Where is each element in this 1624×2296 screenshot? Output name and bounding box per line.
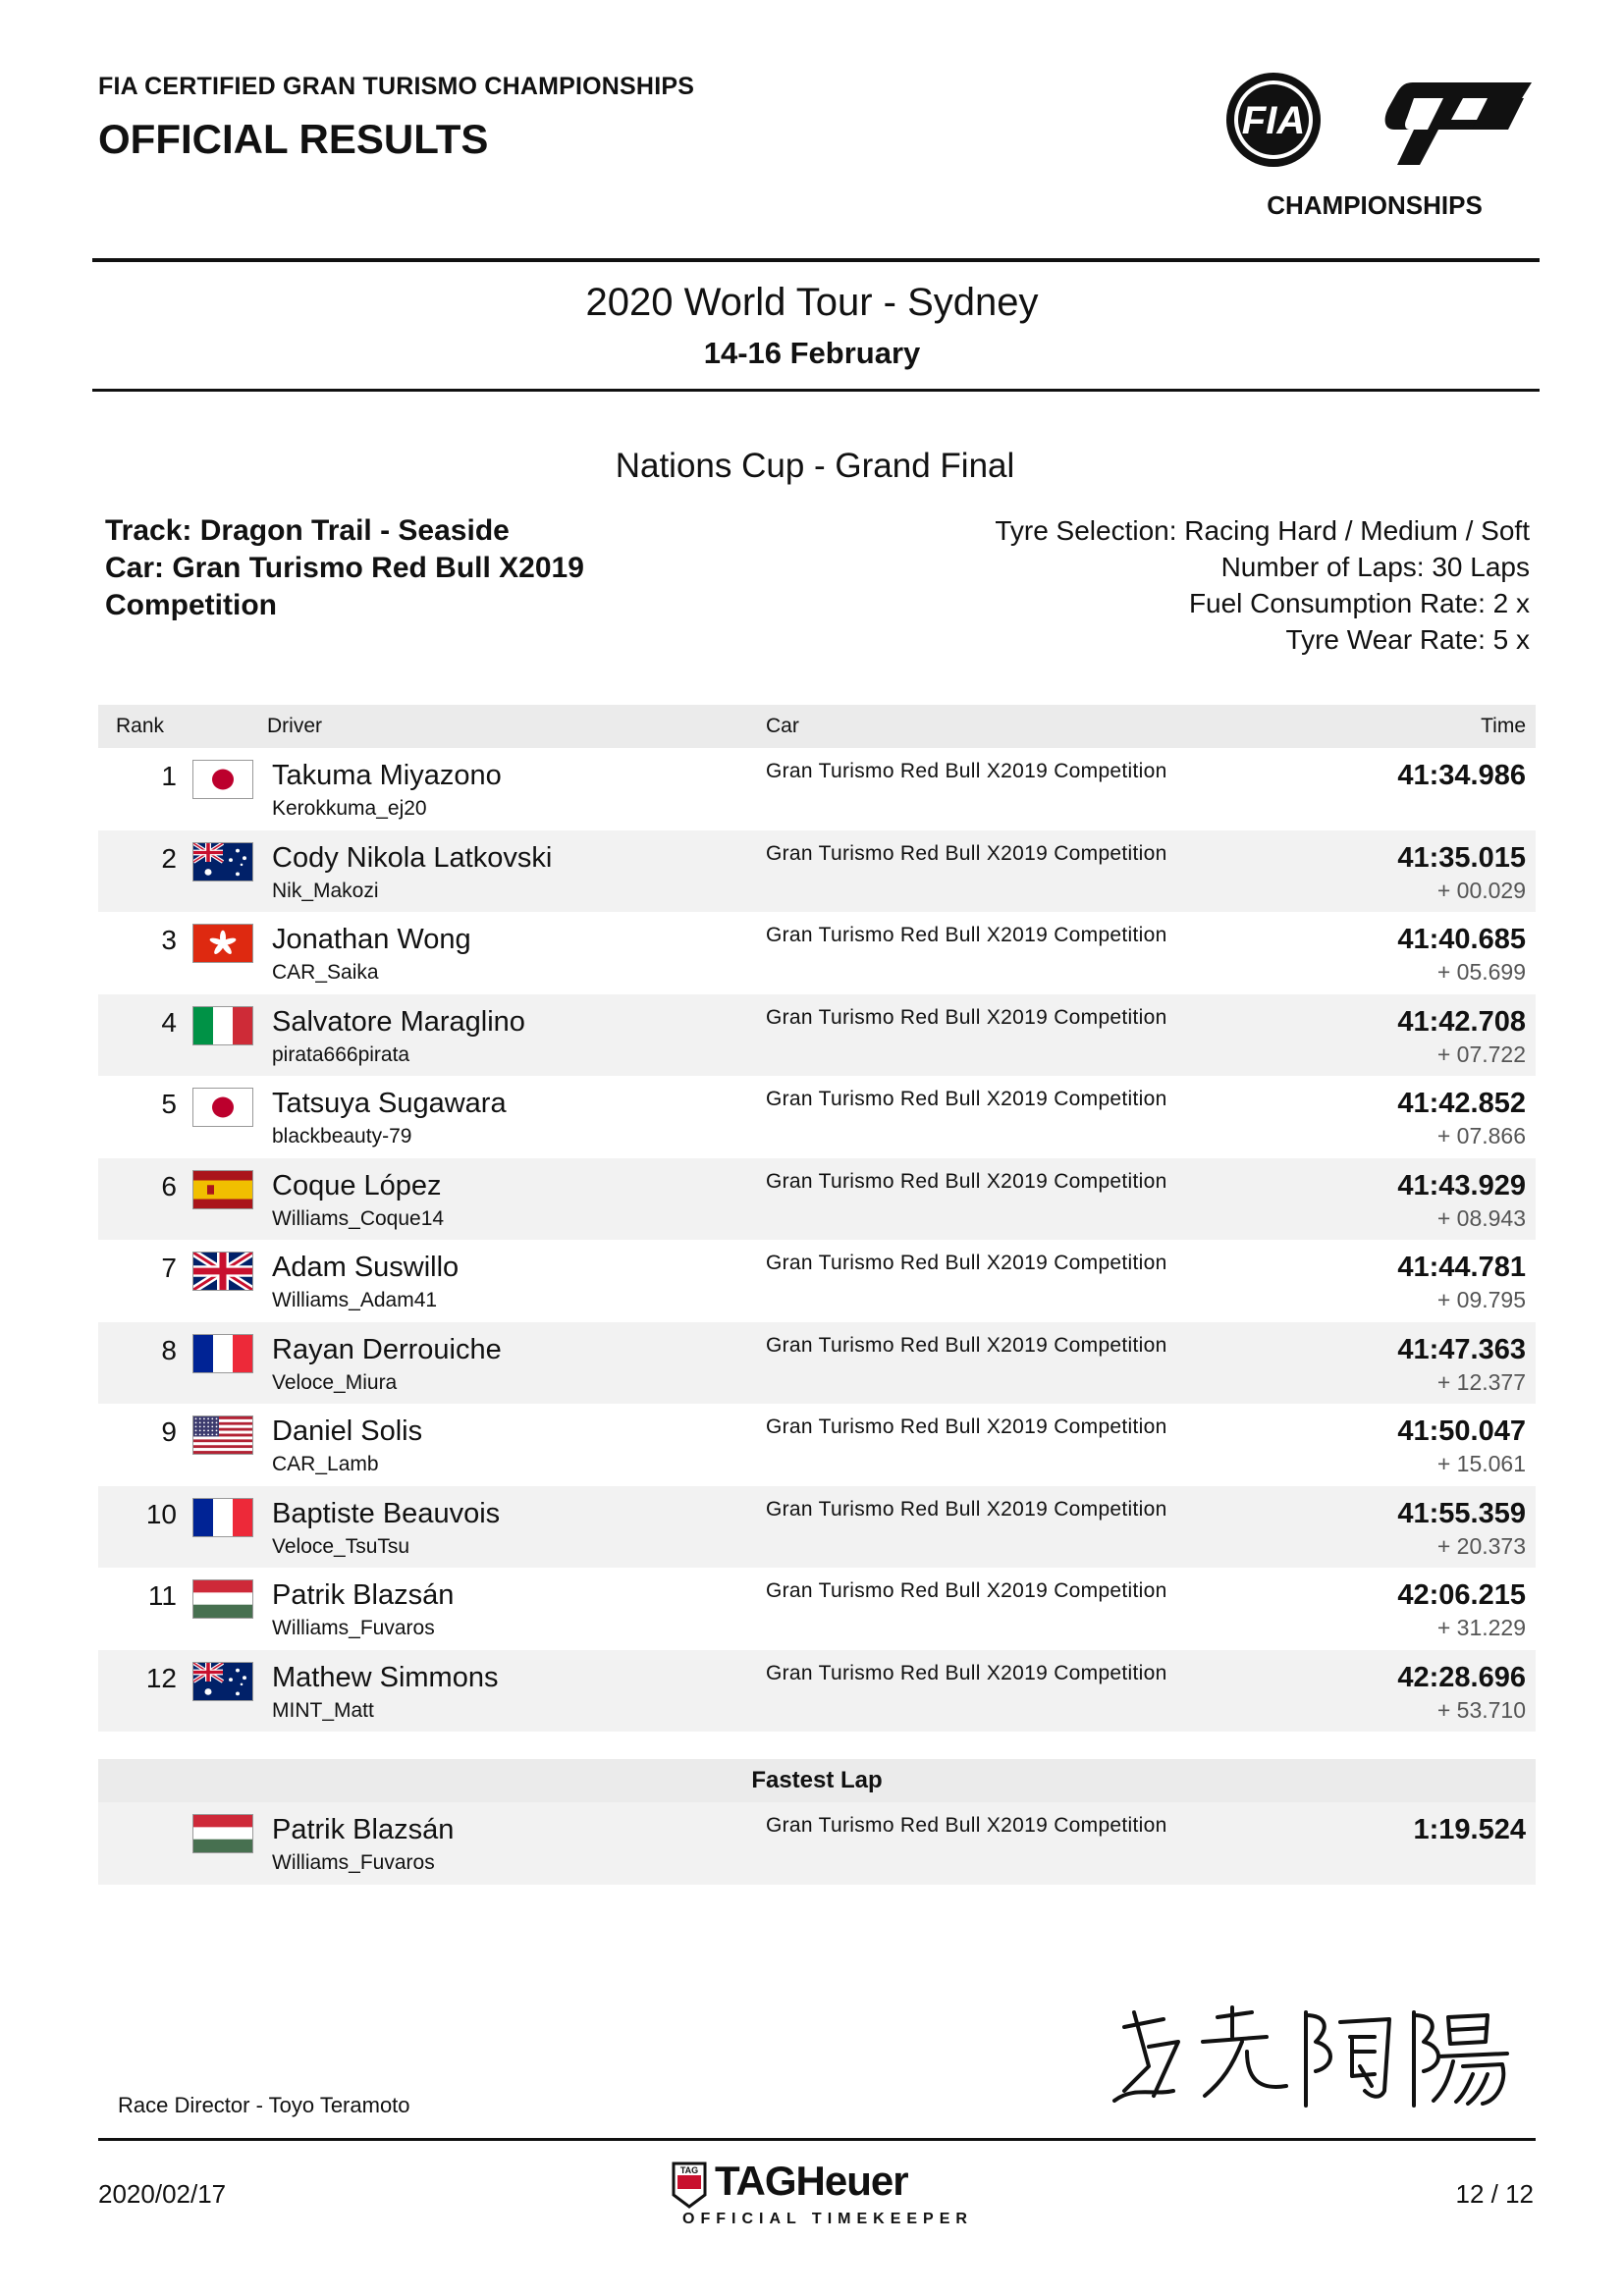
car-cell: Gran Turismo Red Bull X2019 Competition	[766, 1333, 1167, 1357]
report-date: 2020/02/17	[98, 2179, 227, 2209]
car-cell: Gran Turismo Red Bull X2019 Competition	[766, 1005, 1167, 1029]
rank-cell: 10	[145, 1498, 177, 1529]
driver-id: Williams_Coque14	[272, 1206, 445, 1230]
page-number: 12 / 12	[1455, 2179, 1534, 2209]
us-flag-icon	[192, 1415, 253, 1455]
session-info-left	[105, 512, 584, 624]
fastest-lap-driver-id: Williams_Fuvaros	[272, 1851, 435, 1874]
time-cell: 42:06.215	[1397, 1579, 1526, 1611]
au-flag-icon	[192, 1662, 253, 1701]
driver-id: MINT_Matt	[272, 1698, 374, 1722]
gt-logo	[1385, 82, 1532, 165]
document-title: OFFICIAL RESULTS	[98, 116, 489, 162]
car-info-line2: Competition	[105, 589, 277, 621]
table-row	[98, 1322, 1536, 1405]
car-cell: Gran Turismo Red Bull X2019 Competition	[766, 841, 1167, 865]
rank-cell: 11	[147, 1580, 177, 1611]
time-cell: 41:34.986	[1397, 760, 1526, 791]
driver-name: Patrik Blazsán	[272, 1579, 455, 1611]
gap-cell: + 20.373	[1436, 1532, 1526, 1559]
race-director-signature	[1095, 1998, 1527, 2115]
car-cell: Gran Turismo Red Bull X2019 Competition	[766, 1579, 1167, 1602]
time-cell: 41:42.852	[1397, 1088, 1526, 1119]
driver-id: Veloce_Miura	[272, 1370, 398, 1394]
driver-id: Kerokkuma_ej20	[272, 797, 427, 820]
driver-name: Rayan Derrouiche	[272, 1333, 502, 1365]
number-of-laps: Number of Laps: 30 Laps	[1220, 552, 1530, 582]
rank-cell: 1	[161, 761, 177, 791]
results-table-header	[98, 705, 1536, 748]
car-cell: Gran Turismo Red Bull X2019 Competition	[766, 1415, 1167, 1438]
tyre-wear-rate: Tyre Wear Rate: 5 x	[1285, 624, 1530, 655]
time-cell: 42:28.696	[1397, 1661, 1526, 1693]
driver-id: CAR_Lamb	[272, 1453, 379, 1475]
driver-name: Takuma Miyazono	[272, 760, 502, 791]
gb-flag-icon	[192, 1252, 253, 1291]
fastest-lap-row	[98, 1802, 1536, 1885]
driver-name: Coque López	[272, 1169, 442, 1201]
car-cell: Gran Turismo Red Bull X2019 Competition	[766, 760, 1167, 782]
car-column-header: Car	[766, 715, 799, 737]
gap-cell: + 15.061	[1436, 1451, 1526, 1476]
rank-cell: 5	[161, 1089, 177, 1119]
table-row	[98, 1650, 1536, 1733]
au-flag-icon	[192, 842, 253, 881]
table-row	[98, 1568, 1536, 1650]
gap-cell: + 53.710	[1436, 1696, 1526, 1723]
driver-name: Baptiste Beauvois	[272, 1497, 501, 1529]
rank-cell: 2	[161, 842, 177, 874]
car-info-line1: Car: Gran Turismo Red Bull X2019	[105, 552, 584, 584]
gap-cell: + 31.229	[1436, 1615, 1526, 1640]
fastest-lap-driver-name: Patrik Blazsán	[272, 1814, 455, 1845]
rank-cell: 9	[161, 1416, 177, 1447]
event-title: 2020 World Tour - Sydney	[585, 281, 1039, 324]
gap-cell: + 07.722	[1436, 1041, 1526, 1067]
driver-name: Adam Suswillo	[272, 1252, 460, 1283]
header-divider	[92, 258, 1540, 262]
championship-series-title: FIA CERTIFIED GRAN TURISMO CHAMPIONSHIPS	[98, 73, 695, 100]
time-cell: 41:50.047	[1397, 1415, 1526, 1447]
svg-text:FIA: FIA	[1241, 99, 1306, 142]
es-flag-icon	[192, 1170, 253, 1209]
gap-cell: + 00.029	[1436, 877, 1526, 903]
official-timekeeper-label: OFFICIAL TIMEKEEPER	[682, 2211, 973, 2227]
fia-logo	[1226, 73, 1321, 167]
fastest-lap-time: 1:19.524	[1413, 1814, 1526, 1845]
fia-gt-championships-logo	[1218, 69, 1542, 226]
car-cell: Gran Turismo Red Bull X2019 Competition	[766, 1252, 1167, 1274]
table-row	[98, 994, 1536, 1077]
fr-flag-icon	[192, 1498, 253, 1537]
rank-cell: 3	[161, 925, 177, 955]
time-cell: 41:40.685	[1397, 924, 1526, 955]
hu-flag-icon	[192, 1579, 253, 1619]
driver-id: Williams_Adam41	[272, 1289, 438, 1311]
tyre-selection: Tyre Selection: Racing Hard / Medium / Soft	[995, 515, 1530, 546]
driver-id: pirata666pirata	[272, 1042, 410, 1066]
gap-cell: + 07.866	[1436, 1123, 1526, 1148]
rank-cell: 4	[161, 1006, 177, 1038]
car-cell: Gran Turismo Red Bull X2019 Competition	[766, 924, 1167, 946]
table-row	[98, 1240, 1536, 1322]
driver-id: blackbeauty-79	[272, 1125, 412, 1148]
table-row	[98, 1404, 1536, 1486]
time-cell: 41:47.363	[1397, 1333, 1526, 1365]
driver-id: Williams_Fuvaros	[272, 1617, 435, 1639]
fastest-lap-heading: Fastest Lap	[98, 1759, 1536, 1802]
car-cell: Gran Turismo Red Bull X2019 Competition	[766, 1497, 1167, 1521]
car-cell: Gran Turismo Red Bull X2019 Competition	[766, 1169, 1167, 1193]
time-cell: 41:35.015	[1397, 841, 1526, 874]
car-cell: Gran Turismo Red Bull X2019 Competition	[766, 1661, 1167, 1684]
table-row	[98, 830, 1536, 913]
hk-flag-icon	[192, 924, 253, 963]
driver-id: Veloce_TsuTsu	[272, 1534, 410, 1558]
table-row	[98, 1076, 1536, 1158]
fr-flag-icon	[192, 1334, 253, 1373]
it-flag-icon	[192, 1006, 253, 1045]
table-row	[98, 1158, 1536, 1241]
driver-name: Salvatore Maraglino	[272, 1005, 525, 1038]
gap-cell: + 05.699	[1436, 959, 1526, 985]
tag-heuer-shield-icon	[670, 2162, 709, 2209]
hu-flag-icon	[192, 1814, 253, 1853]
gap-cell: + 09.795	[1436, 1287, 1526, 1312]
gap-cell: + 08.943	[1436, 1204, 1526, 1231]
time-cell: 41:42.708	[1397, 1005, 1526, 1038]
jp-flag-icon	[192, 760, 253, 799]
driver-id: CAR_Saika	[272, 961, 379, 984]
event-dates: 14-16 February	[703, 336, 921, 370]
time-column-header: Time	[1481, 715, 1526, 737]
gap-cell: + 12.377	[1436, 1368, 1526, 1395]
rank-cell: 7	[161, 1253, 177, 1283]
driver-name: Daniel Solis	[272, 1415, 423, 1447]
race-director: Race Director - Toyo Teramoto	[118, 2093, 410, 2117]
footer-divider	[98, 2138, 1536, 2141]
driver-id: Nik_Makozi	[272, 879, 379, 902]
time-cell: 41:43.929	[1397, 1169, 1526, 1201]
tag-heuer-wordmark: TAGHeuer	[715, 2158, 908, 2204]
table-row	[98, 912, 1536, 994]
results-table-body	[98, 748, 1536, 1732]
svg-text:TAG: TAG	[679, 2165, 699, 2175]
table-row	[98, 1486, 1536, 1569]
driver-name: Mathew Simmons	[272, 1661, 499, 1693]
rank-cell: 6	[161, 1170, 177, 1201]
fuel-consumption-rate: Fuel Consumption Rate: 2 x	[1188, 588, 1530, 618]
rank-cell: 8	[161, 1334, 177, 1365]
driver-column-header: Driver	[267, 715, 322, 737]
time-cell: 41:44.781	[1397, 1252, 1526, 1283]
driver-name: Tatsuya Sugawara	[272, 1088, 507, 1119]
car-cell: Gran Turismo Red Bull X2019 Competition	[766, 1088, 1167, 1110]
event-divider	[92, 389, 1540, 392]
track-info: Track: Dragon Trail - Seaside	[105, 514, 510, 547]
jp-flag-icon	[192, 1088, 253, 1127]
driver-name: Cody Nikola Latkovski	[272, 841, 553, 874]
session-title: Nations Cup - Grand Final	[615, 447, 1015, 485]
time-cell: 41:55.359	[1397, 1497, 1526, 1529]
table-row	[98, 748, 1536, 830]
driver-name: Jonathan Wong	[272, 924, 471, 955]
session-info-right	[995, 512, 1530, 658]
rank-column-header: Rank	[116, 715, 165, 737]
rank-cell: 12	[145, 1662, 177, 1693]
fastest-lap-car: Gran Turismo Red Bull X2019 Competition	[766, 1814, 1167, 1837]
championships-caption: CHAMPIONSHIPS	[1267, 190, 1483, 220]
